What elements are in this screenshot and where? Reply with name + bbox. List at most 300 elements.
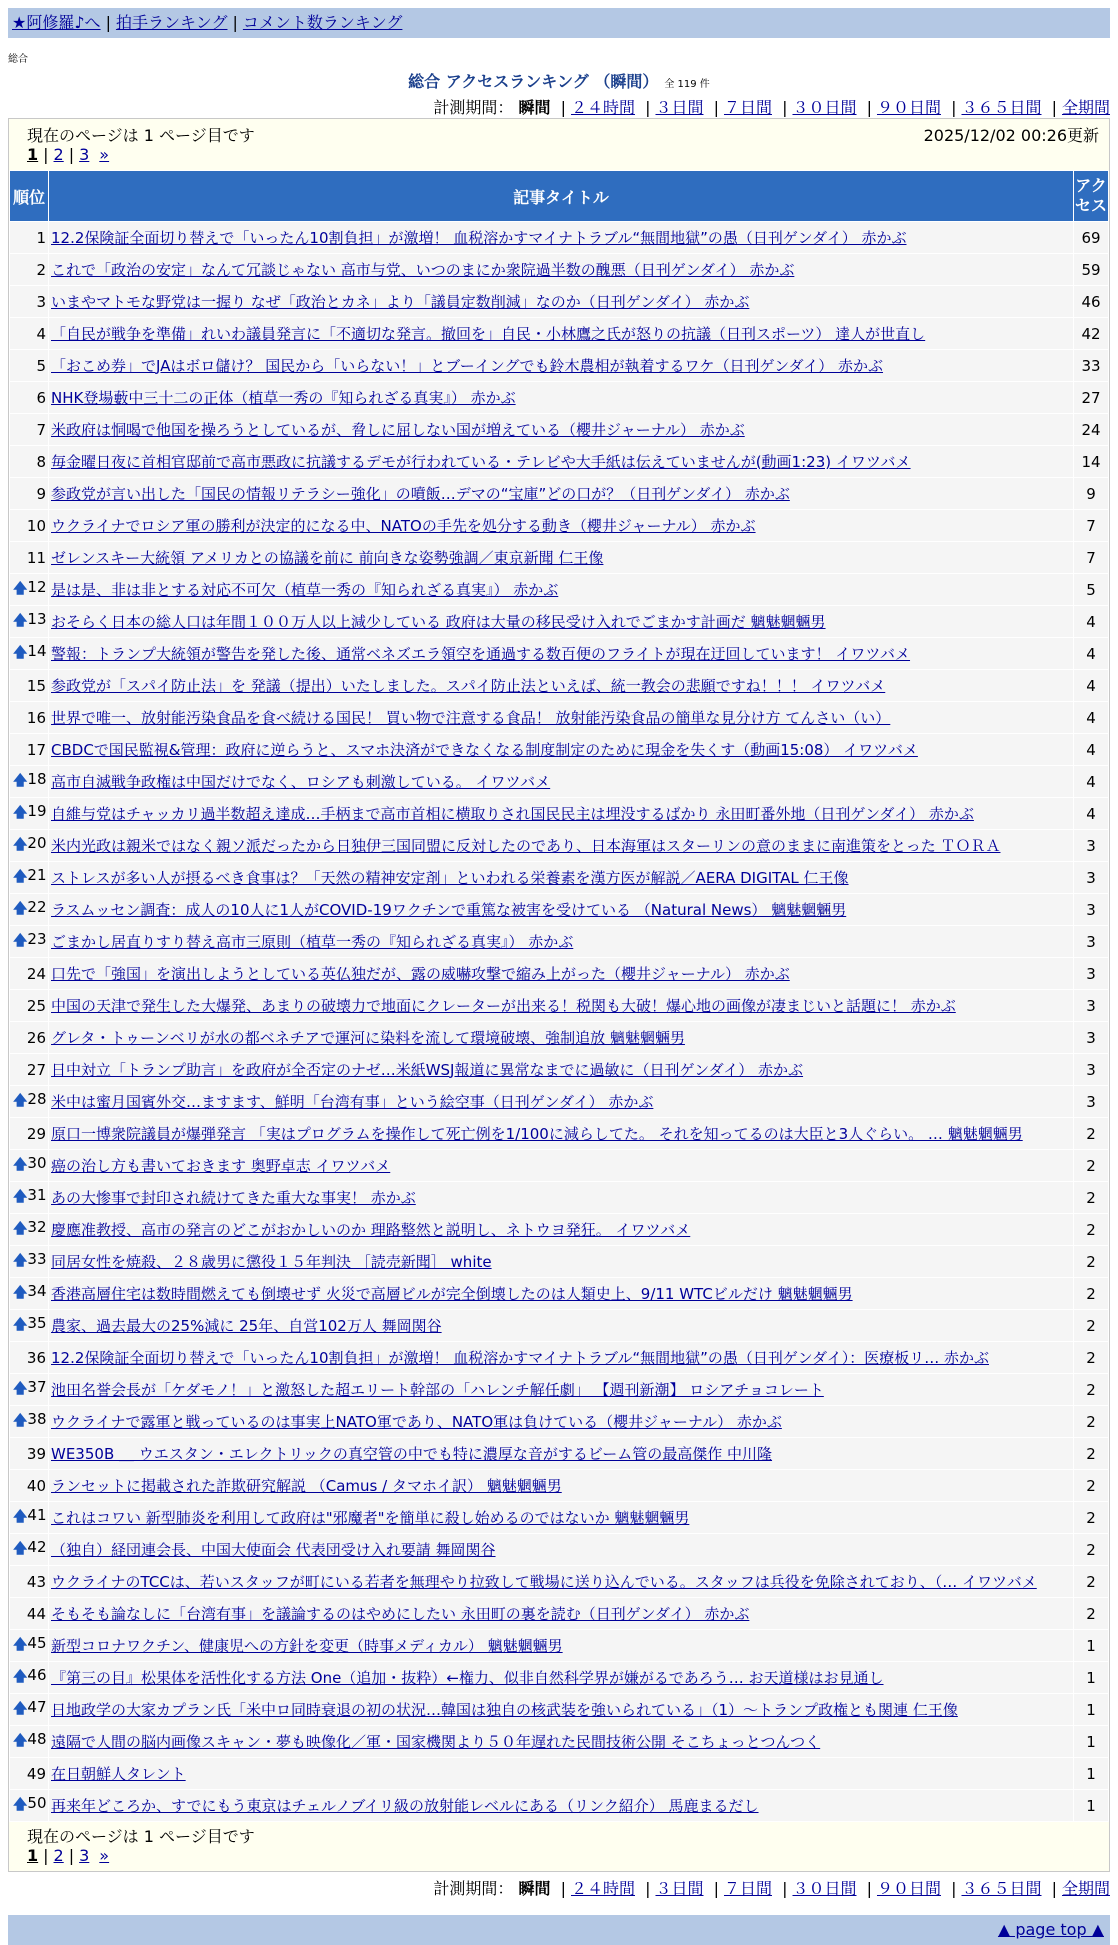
title-cell bbox=[49, 1406, 1073, 1437]
article-title-link[interactable]: 慶應准教授、高市の発言のどこがおかしいのか 理路整然と説明し、ネトウヨ発狂。 イワツバメ bbox=[51, 1220, 691, 1239]
rank-number: 22 bbox=[27, 897, 47, 916]
pager-next[interactable]: » bbox=[99, 145, 110, 164]
title-cell bbox=[49, 1758, 1073, 1789]
table-row bbox=[10, 1598, 1108, 1629]
article-title-link[interactable]: ウクライナでロシア軍の勝利が決定的になる中、NATOの手先を処分する動き（櫻井ジャーナル） 赤かぶ bbox=[51, 516, 756, 535]
rank-cell bbox=[10, 1758, 48, 1789]
access-count: 2 bbox=[1074, 1438, 1108, 1469]
article-title-link[interactable]: ランセットに掲載された詐欺研究解説 （Camus / タマホイ訳） 魑魅魍魎男 bbox=[51, 1476, 562, 1495]
rank-number: 32 bbox=[27, 1217, 47, 1236]
rank-up-arrow-icon: 🡅 bbox=[13, 1380, 28, 1397]
table-row bbox=[10, 1726, 1108, 1757]
title-cell bbox=[49, 1790, 1073, 1821]
table-row bbox=[10, 222, 1108, 253]
table-row bbox=[10, 798, 1108, 829]
rank-cell bbox=[10, 542, 48, 573]
access-count: 7 bbox=[1074, 510, 1108, 541]
page-info-top bbox=[9, 121, 1109, 145]
access-count: 4 bbox=[1074, 766, 1108, 797]
access-count: 2 bbox=[1074, 1566, 1108, 1597]
title-cell bbox=[49, 542, 1073, 573]
article-title-link[interactable]: これはコワい 新型肺炎を利用して政府は"邪魔者"を簡単に殺し始めるのではないか 魑魅魍魎男 bbox=[51, 1508, 690, 1527]
access-count: 2 bbox=[1074, 1374, 1108, 1405]
rank-cell bbox=[10, 638, 48, 669]
rank-cell bbox=[10, 894, 48, 925]
access-count: 1 bbox=[1074, 1758, 1108, 1789]
access-count: 4 bbox=[1074, 798, 1108, 829]
pager-page-3[interactable]: 3 bbox=[79, 145, 90, 164]
rank-number: 38 bbox=[27, 1409, 47, 1428]
period-link-3d[interactable]: ３日間 bbox=[655, 98, 704, 117]
rank-number: 50 bbox=[27, 1793, 47, 1812]
rank-up-arrow-icon: 🡅 bbox=[13, 644, 28, 661]
period-link-all[interactable]: 全期間 bbox=[1061, 98, 1110, 117]
rank-cell bbox=[10, 1182, 48, 1213]
rank-number: 7 bbox=[36, 420, 46, 439]
access-count: 14 bbox=[1074, 446, 1108, 477]
period-link-365d[interactable]: ３６５日間 bbox=[961, 98, 1042, 117]
article-title-link[interactable]: 世界で唯一、放射能汚染食品を食べ続ける国民！ 買い物で注意する食品！ 放射能汚染食品の簡単な見分け方 てんさい（い） bbox=[51, 708, 891, 727]
table-row bbox=[10, 1630, 1108, 1661]
ranking-title: 総合 アクセスランキング （瞬間） bbox=[408, 72, 659, 91]
article-title-link[interactable]: 池田名誉会長が「ケダモノ！」と激怒した超エリート幹部の「ハレンチ解任劇」 【週刊新潮】 ロシアチョコレート bbox=[51, 1380, 824, 1399]
header-access: アクセス bbox=[1074, 171, 1108, 221]
rank-cell bbox=[10, 1534, 48, 1565]
title-cell bbox=[49, 1726, 1073, 1757]
table-row bbox=[10, 1310, 1108, 1341]
rank-up-arrow-icon: 🡅 bbox=[13, 836, 28, 853]
article-title-link[interactable]: おそらく日本の総人口は年間１００万人以上減少している 政府は大量の移民受け入れでごまかす計画だ 魑魅魍魎男 bbox=[51, 612, 826, 631]
article-title-link[interactable]: 新型コロナワクチン、健康児への方針を変更（時事メディカル） 魑魅魍魎男 bbox=[51, 1636, 563, 1655]
rank-number: 37 bbox=[27, 1377, 47, 1396]
ranking-table bbox=[9, 170, 1109, 1822]
article-title-link[interactable]: ストレスが多い人が摂るべき食事は？「天然の精神安定剤」といわれる栄養素を漢方医が解説／AERA DIGITAL 仁王像 bbox=[51, 868, 849, 887]
rank-number: 42 bbox=[27, 1537, 47, 1556]
rank-up-arrow-icon: 🡅 bbox=[13, 1252, 28, 1269]
rank-number: 3 bbox=[36, 292, 46, 311]
article-title-link[interactable]: 遠隔で人間の脳内画像スキャン・夢も映像化／軍・国家機関より５０年遅れた民間技術公開 そこちょっとつんつく bbox=[51, 1732, 821, 1751]
rank-number: 17 bbox=[26, 740, 46, 759]
rank-number: 12 bbox=[27, 577, 47, 596]
table-row bbox=[10, 1278, 1108, 1309]
rank-cell bbox=[10, 830, 48, 861]
rank-up-arrow-icon: 🡅 bbox=[13, 772, 28, 789]
rank-cell bbox=[10, 1022, 48, 1053]
title-cell bbox=[49, 990, 1073, 1021]
rank-number: 30 bbox=[27, 1153, 47, 1172]
article-title-link[interactable]: 「おこめ券」でJAはボロ儲け？ 国民から「いらない！」とブーイングでも鈴木農相が執着するワケ（日刊ゲンダイ） 赤かぶ bbox=[51, 356, 884, 375]
table-row bbox=[10, 254, 1108, 285]
rank-number: 21 bbox=[27, 865, 47, 884]
article-title-link[interactable]: 同居女性を焼殺、２８歳男に懲役１５年判決 ［読売新聞］ white bbox=[51, 1252, 492, 1271]
title-cell bbox=[49, 1150, 1073, 1181]
rank-cell bbox=[10, 382, 48, 413]
access-count: 4 bbox=[1074, 702, 1108, 733]
rank-cell bbox=[10, 1406, 48, 1437]
rank-up-arrow-icon: 🡅 bbox=[13, 1636, 28, 1653]
article-title-link[interactable]: 日地政学の大家カプラン氏「米中ロ同時衰退の初の状況…韓国は独自の核武装を強いられている」（1）～トランプ政権とも関連 仁王像 bbox=[51, 1700, 958, 1719]
title-cell bbox=[49, 926, 1073, 957]
rank-cell bbox=[10, 1278, 48, 1309]
article-title-link[interactable]: 米中は蜜月国賓外交…ますます、鮮明「台湾有事」という絵空事（日刊ゲンダイ） 赤かぶ bbox=[51, 1092, 654, 1111]
article-title-link[interactable]: 参政党が言い出した「国民の情報リテラシー強化」の噴飯…デマの“宝庫”どの口が？（日刊ゲンダイ） 赤かぶ bbox=[51, 484, 790, 503]
title-cell bbox=[49, 254, 1073, 285]
table-row bbox=[10, 990, 1108, 1021]
page-top-link[interactable]: ▲ page top ▲ bbox=[997, 1920, 1104, 1939]
title-cell bbox=[49, 286, 1073, 317]
article-title-link[interactable]: 米内光政は親米ではなく親ソ派だったから日独伊三国同盟に反対したのであり、日本海軍はスターリンの意のままに南進策をとった ＴＯＲＡ bbox=[51, 836, 1001, 855]
rank-up-arrow-icon: 🡅 bbox=[13, 580, 28, 597]
pager-page-3[interactable]: 3 bbox=[79, 1846, 90, 1865]
access-count: 1 bbox=[1074, 1726, 1108, 1757]
access-count: 3 bbox=[1074, 958, 1108, 989]
access-count: 27 bbox=[1074, 382, 1108, 413]
rank-number: 36 bbox=[26, 1348, 46, 1367]
total-count: 全 119 件 bbox=[664, 79, 710, 90]
title-cell bbox=[49, 1630, 1073, 1661]
applause-ranking-link[interactable]: 拍手ランキング bbox=[115, 13, 228, 32]
period-label: 計測期間： bbox=[433, 98, 514, 117]
table-row bbox=[10, 1470, 1108, 1501]
article-title-link[interactable]: 原口一博衆院議員が爆弾発言 「実はプログラムを操作して死亡例を1/100に減らしてた。 それを知ってるのは大臣と3人ぐらい。 … 魑魅魍魎男 bbox=[51, 1124, 1023, 1143]
access-count: 2 bbox=[1074, 1150, 1108, 1181]
table-row bbox=[10, 1758, 1108, 1789]
rank-up-arrow-icon: 🡅 bbox=[13, 868, 28, 885]
article-title-link[interactable]: 農家、過去最大の25%減に 25年、自営102万人 舞岡関谷 bbox=[51, 1316, 442, 1335]
table-row bbox=[10, 1214, 1108, 1245]
period-link-365d[interactable]: ３６５日間 bbox=[961, 1879, 1042, 1898]
rank-cell bbox=[10, 702, 48, 733]
title-cell bbox=[49, 1438, 1073, 1469]
period-link-90d[interactable]: ９０日間 bbox=[876, 1879, 941, 1898]
page-title bbox=[0, 69, 1118, 92]
title-cell bbox=[49, 894, 1073, 925]
title-cell bbox=[49, 1374, 1073, 1405]
article-title-link[interactable]: ウクライナで露軍と戦っているのは事実上NATO軍であり、NATO軍は負けている（櫻井ジャーナル） 赤かぶ bbox=[51, 1412, 782, 1431]
rank-up-arrow-icon: 🡅 bbox=[13, 1316, 28, 1333]
article-title-link[interactable]: ゼレンスキー大統領 アメリカとの協議を前に 前向きな姿勢強調／東京新聞 仁王像 bbox=[51, 548, 604, 567]
separator: | bbox=[105, 13, 111, 32]
table-row bbox=[10, 1438, 1108, 1469]
rank-up-arrow-icon: 🡅 bbox=[13, 804, 28, 821]
article-title-link[interactable]: これで「政治の安定」なんて冗談じゃない 高市与党、いつのまにか衆院過半数の醜悪（日刊ゲンダイ） 赤かぶ bbox=[51, 260, 795, 279]
rank-cell bbox=[10, 510, 48, 541]
title-cell bbox=[49, 510, 1073, 541]
title-cell bbox=[49, 1118, 1073, 1149]
access-count: 2 bbox=[1074, 1470, 1108, 1501]
rank-number: 45 bbox=[27, 1633, 47, 1652]
table-row bbox=[10, 670, 1108, 701]
period-link-90d[interactable]: ９０日間 bbox=[876, 98, 941, 117]
access-count: 1 bbox=[1074, 1790, 1108, 1821]
table-row bbox=[10, 1534, 1108, 1565]
rank-number: 27 bbox=[26, 1060, 46, 1079]
article-title-link[interactable]: ウクライナのTCCは、若いスタッフが町にいる若者を無理やり拉致して戦場に送り込んでいる。スタッフは兵役を免除されており、（… イワツバメ bbox=[51, 1572, 1037, 1591]
rank-cell bbox=[10, 606, 48, 637]
rank-cell bbox=[10, 990, 48, 1021]
table-row bbox=[10, 414, 1108, 445]
rank-number: 26 bbox=[26, 1028, 46, 1047]
rank-cell bbox=[10, 1662, 48, 1693]
rank-number: 29 bbox=[26, 1124, 46, 1143]
article-title-link[interactable]: いまやマトモな野党は一握り なぜ「政治とカネ」より「議員定数削減」なのか（日刊ゲンダイ） 赤かぶ bbox=[51, 292, 750, 311]
rank-number: 2 bbox=[36, 260, 46, 279]
article-title-link[interactable]: 米政府は恫喝で他国を操ろうとしているが、脅しに屈しない国が増えている（櫻井ジャーナル） 赤かぶ bbox=[51, 420, 745, 439]
rank-number: 48 bbox=[27, 1729, 47, 1748]
rank-cell bbox=[10, 254, 48, 285]
current-page-text: 現在のページは 1 ページ目です bbox=[27, 126, 255, 145]
access-count: 4 bbox=[1074, 638, 1108, 669]
table-row bbox=[10, 638, 1108, 669]
rank-up-arrow-icon: 🡅 bbox=[13, 1668, 28, 1685]
article-title-link[interactable]: 「自民が戦争を準備」れいわ議員発言に「不適切な発言。撤回を」自民・小林鷹之氏が怒りの抗議（日刊スポーツ） 達人が世直し bbox=[51, 324, 926, 343]
comment-ranking-link[interactable]: コメント数ランキング bbox=[242, 13, 403, 32]
table-header bbox=[10, 171, 1108, 221]
access-count: 59 bbox=[1074, 254, 1108, 285]
title-cell bbox=[49, 414, 1073, 445]
period-link-7d[interactable]: ７日間 bbox=[723, 98, 772, 117]
rank-cell bbox=[10, 1566, 48, 1597]
table-row bbox=[10, 1246, 1108, 1277]
rank-up-arrow-icon: 🡅 bbox=[13, 932, 28, 949]
period-current: 瞬間 bbox=[518, 98, 551, 117]
article-title-link[interactable]: 高市自滅戦争政権は中国だけでなく、ロシアも刺激している。 イワツバメ bbox=[51, 772, 551, 791]
article-title-link[interactable]: 再来年どころか、すでにもう東京はチェルノブイリ級の放射能レベルにある（リンク紹介） 馬鹿まるだし bbox=[51, 1796, 759, 1815]
rank-number: 40 bbox=[26, 1476, 46, 1495]
title-cell bbox=[49, 1310, 1073, 1341]
home-link[interactable]: ★阿修羅♪へ bbox=[12, 13, 101, 32]
rank-cell bbox=[10, 798, 48, 829]
access-count: 3 bbox=[1074, 1086, 1108, 1117]
article-title-link[interactable]: （独自）経団連会長、中国大使面会 代表団受け入れ要請 舞岡関谷 bbox=[51, 1540, 496, 1559]
table-row bbox=[10, 574, 1108, 605]
access-count: 3 bbox=[1074, 1022, 1108, 1053]
pager-page-2[interactable]: 2 bbox=[53, 145, 64, 164]
rank-cell bbox=[10, 574, 48, 605]
article-title-link[interactable]: 香港高層住宅は数時間燃えても倒壊せず 火災で高層ビルが完全倒壊したのは人類史上、9/11 WTCビルだけ 魑魅魍魎男 bbox=[51, 1284, 853, 1303]
access-count: 9 bbox=[1074, 478, 1108, 509]
rank-cell bbox=[10, 318, 48, 349]
table-row bbox=[10, 734, 1108, 765]
access-count: 3 bbox=[1074, 990, 1108, 1021]
rank-cell bbox=[10, 414, 48, 445]
rank-number: 16 bbox=[26, 708, 46, 727]
rank-cell bbox=[10, 1118, 48, 1149]
rank-cell bbox=[10, 1374, 48, 1405]
period-selector-top: 計測期間： 瞬間 | ２４時間 | ３日間 | ７日間 | ３０日間 | ９０日間 | ３６５日間 | 全期間 bbox=[433, 98, 1110, 117]
table-row bbox=[10, 830, 1108, 861]
rank-number: 39 bbox=[26, 1444, 46, 1463]
article-title-link[interactable]: 是は是、非は非とする対応不可欠（植草一秀の『知られざる真実』） 赤かぶ bbox=[51, 580, 559, 599]
rank-up-arrow-icon: 🡅 bbox=[13, 1732, 28, 1749]
table-row bbox=[10, 1342, 1108, 1373]
rank-number: 8 bbox=[36, 452, 46, 471]
article-title-link[interactable]: そもそも論なしに「台湾有事」を議論するのはやめにしたい 永田町の裏を読む（日刊ゲンダイ） 赤かぶ bbox=[51, 1604, 750, 1623]
article-title-link[interactable]: 口先で「強国」を演出しようとしている英仏独だが、露の威嚇攻撃で縮み上がった（櫻井ジャーナル） 赤かぶ bbox=[51, 964, 790, 983]
access-count: 2 bbox=[1074, 1182, 1108, 1213]
ranking-panel bbox=[8, 118, 1110, 1872]
table-row bbox=[10, 1374, 1108, 1405]
access-count: 1 bbox=[1074, 1694, 1108, 1725]
rank-number: 14 bbox=[27, 641, 47, 660]
article-title-link[interactable]: 癌の治し方も書いておきます 奥野卓志 イワツバメ bbox=[51, 1156, 391, 1175]
access-count: 2 bbox=[1074, 1118, 1108, 1149]
rank-number: 1 bbox=[36, 228, 46, 247]
article-title-link[interactable]: 毎金曜日夜に首相官邸前で高市悪政に抗議するデモが行われている・テレビや大手紙は伝えていませんが(動画1:23) イワツバメ bbox=[51, 452, 911, 471]
title-cell bbox=[49, 1342, 1073, 1373]
article-title-link[interactable]: 12.2保険証全面切り替えで「いったん10割負担」が激増！ 血税溶かすマイナトラブル“無間地獄”の愚（日刊ゲンダイ） 赤かぶ bbox=[51, 228, 907, 247]
rank-number: 18 bbox=[27, 769, 47, 788]
rank-number: 43 bbox=[26, 1572, 46, 1591]
rank-up-arrow-icon: 🡅 bbox=[13, 1700, 28, 1717]
article-title-link[interactable]: 参政党が「スパイ防止法」を 発議（提出）いたしました。スパイ防止法といえば、統一教会の悲願ですね！！！ イワツバメ bbox=[51, 676, 886, 695]
title-cell bbox=[49, 1246, 1073, 1277]
period-link-7d[interactable]: ７日間 bbox=[723, 1879, 772, 1898]
title-cell bbox=[49, 350, 1073, 381]
rank-cell bbox=[10, 766, 48, 797]
access-count: 3 bbox=[1074, 894, 1108, 925]
article-title-link[interactable]: CBDCで国民監視&管理：政府に逆らうと、スマホ決済ができなくなる制度制定のために現金を失くす（動画15:08） イワツバメ bbox=[51, 740, 918, 759]
article-title-link[interactable]: 警報：トランプ大統領が警告を発した後、通常ベネズエラ領空を通過する数百便のフライトが現在迂回しています！ イワツバメ bbox=[51, 644, 911, 663]
rank-up-arrow-icon: 🡅 bbox=[13, 1508, 28, 1525]
top-nav-bar bbox=[8, 8, 1110, 38]
period-link-3d[interactable]: ３日間 bbox=[655, 1879, 704, 1898]
article-title-link[interactable]: NHK登場藪中三十二の正体（植草一秀の『知られざる真実』） 赤かぶ bbox=[51, 388, 516, 407]
table-row bbox=[10, 1502, 1108, 1533]
table-row bbox=[10, 1566, 1108, 1597]
period-link-30d[interactable]: ３０日間 bbox=[792, 98, 857, 117]
access-count: 5 bbox=[1074, 574, 1108, 605]
access-count: 2 bbox=[1074, 1406, 1108, 1437]
pager-page-2[interactable]: 2 bbox=[53, 1846, 64, 1865]
rank-number: 46 bbox=[27, 1665, 47, 1684]
table-row bbox=[10, 542, 1108, 573]
title-cell bbox=[49, 318, 1073, 349]
title-cell bbox=[49, 1182, 1073, 1213]
rank-up-arrow-icon: 🡅 bbox=[13, 1284, 28, 1301]
table-row bbox=[10, 702, 1108, 733]
rank-up-arrow-icon: 🡅 bbox=[13, 1156, 28, 1173]
article-title-link[interactable]: 在日朝鮮人タレント bbox=[51, 1764, 186, 1783]
article-title-link[interactable]: 『第三の目』松果体を活性化する方法 One（追加・抜粋）←権力、似非自然科学界が嫌がるであろう… お天道様はお見通し bbox=[51, 1668, 884, 1687]
rank-number: 44 bbox=[26, 1604, 46, 1623]
table-row bbox=[10, 478, 1108, 509]
bottom-bar bbox=[8, 1915, 1110, 1945]
pager-next[interactable]: » bbox=[99, 1846, 110, 1865]
article-title-link[interactable]: ラスムッセン調査：成人の10人に1人がCOVID-19ワクチンで重篤な被害を受けている （Natural News） 魑魅魍魎男 bbox=[51, 900, 847, 919]
rank-cell bbox=[10, 1630, 48, 1661]
title-cell bbox=[49, 1566, 1073, 1597]
rank-number: 19 bbox=[27, 801, 47, 820]
table-row bbox=[10, 1790, 1108, 1821]
rank-number: 25 bbox=[26, 996, 46, 1015]
article-title-link[interactable]: あの大惨事で封印され続けてきた重大な事実！ 赤かぶ bbox=[51, 1188, 416, 1207]
access-count: 46 bbox=[1074, 286, 1108, 317]
period-link-all[interactable]: 全期間 bbox=[1061, 1879, 1110, 1898]
title-cell bbox=[49, 1054, 1073, 1085]
page-info-bottom bbox=[9, 1822, 1109, 1846]
table-row bbox=[10, 958, 1108, 989]
access-count: 7 bbox=[1074, 542, 1108, 573]
table-row bbox=[10, 318, 1108, 349]
access-count: 4 bbox=[1074, 606, 1108, 637]
access-count: 42 bbox=[1074, 318, 1108, 349]
access-count: 1 bbox=[1074, 1662, 1108, 1693]
access-count: 69 bbox=[1074, 222, 1108, 253]
table-row bbox=[10, 1086, 1108, 1117]
table-row bbox=[10, 350, 1108, 381]
rank-number: 15 bbox=[26, 676, 46, 695]
rank-up-arrow-icon: 🡅 bbox=[13, 612, 28, 629]
rank-cell bbox=[10, 350, 48, 381]
table-row bbox=[10, 1150, 1108, 1181]
rank-cell bbox=[10, 1694, 48, 1725]
rank-number: 28 bbox=[27, 1089, 47, 1108]
table-row bbox=[10, 1694, 1108, 1725]
period-link-24h[interactable]: ２４時間 bbox=[570, 1879, 635, 1898]
rank-cell bbox=[10, 958, 48, 989]
rank-cell bbox=[10, 1054, 48, 1085]
access-count: 3 bbox=[1074, 830, 1108, 861]
title-cell bbox=[49, 1598, 1073, 1629]
rank-cell bbox=[10, 734, 48, 765]
title-cell bbox=[49, 478, 1073, 509]
rank-cell bbox=[10, 1438, 48, 1469]
rank-number: 9 bbox=[36, 484, 46, 503]
rank-number: 20 bbox=[27, 833, 47, 852]
access-count: 2 bbox=[1074, 1342, 1108, 1373]
table-row bbox=[10, 446, 1108, 477]
access-count: 24 bbox=[1074, 414, 1108, 445]
access-count: 3 bbox=[1074, 862, 1108, 893]
table-row bbox=[10, 894, 1108, 925]
period-link-24h[interactable]: ２４時間 bbox=[570, 98, 635, 117]
table-row bbox=[10, 926, 1108, 957]
header-rank: 順位 bbox=[10, 171, 48, 221]
updated-time: 2025/12/02 00:26更新 bbox=[923, 126, 1099, 145]
article-title-link[interactable]: 中国の天津で発生した大爆発、あまりの破壊力で地面にクレーターが出来る！税関も大破！爆心地の画像が凄まじいと話題に！ 赤かぶ bbox=[51, 996, 956, 1015]
rank-number: 24 bbox=[26, 964, 46, 983]
rank-up-arrow-icon: 🡅 bbox=[13, 1540, 28, 1557]
rank-cell bbox=[10, 1214, 48, 1245]
period-selector-bottom: 計測期間： 瞬間 | ２４時間 | ３日間 | ７日間 | ３０日間 | ９０日間 | ３６５日間 | 全期間 bbox=[433, 1879, 1110, 1898]
separator: | bbox=[232, 13, 238, 32]
title-cell bbox=[49, 606, 1073, 637]
rank-number: 34 bbox=[27, 1281, 47, 1300]
period-link-30d[interactable]: ３０日間 bbox=[792, 1879, 857, 1898]
article-title-link[interactable]: 自維与党はチャッカリ過半数超え達成…手柄まで高市首相に横取りされ国民民主は埋没するばかり 永田町番外地（日刊ゲンダイ） 赤かぶ bbox=[51, 804, 974, 823]
access-count: 2 bbox=[1074, 1246, 1108, 1277]
title-cell bbox=[49, 1086, 1073, 1117]
article-title-link[interactable]: 日中対立「トランプ助言」を政府が全否定のナゼ…米紙WSJ報道に異常なまでに過敏に（日刊ゲンダイ） 赤かぶ bbox=[51, 1060, 804, 1079]
article-title-link[interactable]: WE350B ＿ ウエスタン・エレクトリックの真空管の中でも特に濃厚な音がするビーム管の最高傑作 中川隆 bbox=[51, 1444, 773, 1463]
title-cell bbox=[49, 1470, 1073, 1501]
rank-cell bbox=[10, 1310, 48, 1341]
article-title-link[interactable]: グレタ・トゥーンベリが水の都ベネチアで運河に染料を流して環境破壊、強制追放 魑魅魍魎男 bbox=[51, 1028, 685, 1047]
rank-cell bbox=[10, 222, 48, 253]
rank-cell bbox=[10, 1470, 48, 1501]
article-title-link[interactable]: 12.2保険証全面切り替えで「いったん10割負担」が激増！ 血税溶かすマイナトラブル“無間地獄”の愚（日刊ゲンダイ）：医療板リ… 赤かぶ bbox=[51, 1348, 989, 1367]
article-title-link[interactable]: ごまかし居直りすり替え高市三原則（植草一秀の『知られざる真実』） 赤かぶ bbox=[51, 932, 574, 951]
access-count: 33 bbox=[1074, 350, 1108, 381]
table-row bbox=[10, 1118, 1108, 1149]
access-count: 2 bbox=[1074, 1598, 1108, 1629]
rank-number: 10 bbox=[26, 516, 46, 535]
rank-cell bbox=[10, 1726, 48, 1757]
rank-number: 41 bbox=[27, 1505, 47, 1524]
access-count: 3 bbox=[1074, 1054, 1108, 1085]
title-cell bbox=[49, 702, 1073, 733]
